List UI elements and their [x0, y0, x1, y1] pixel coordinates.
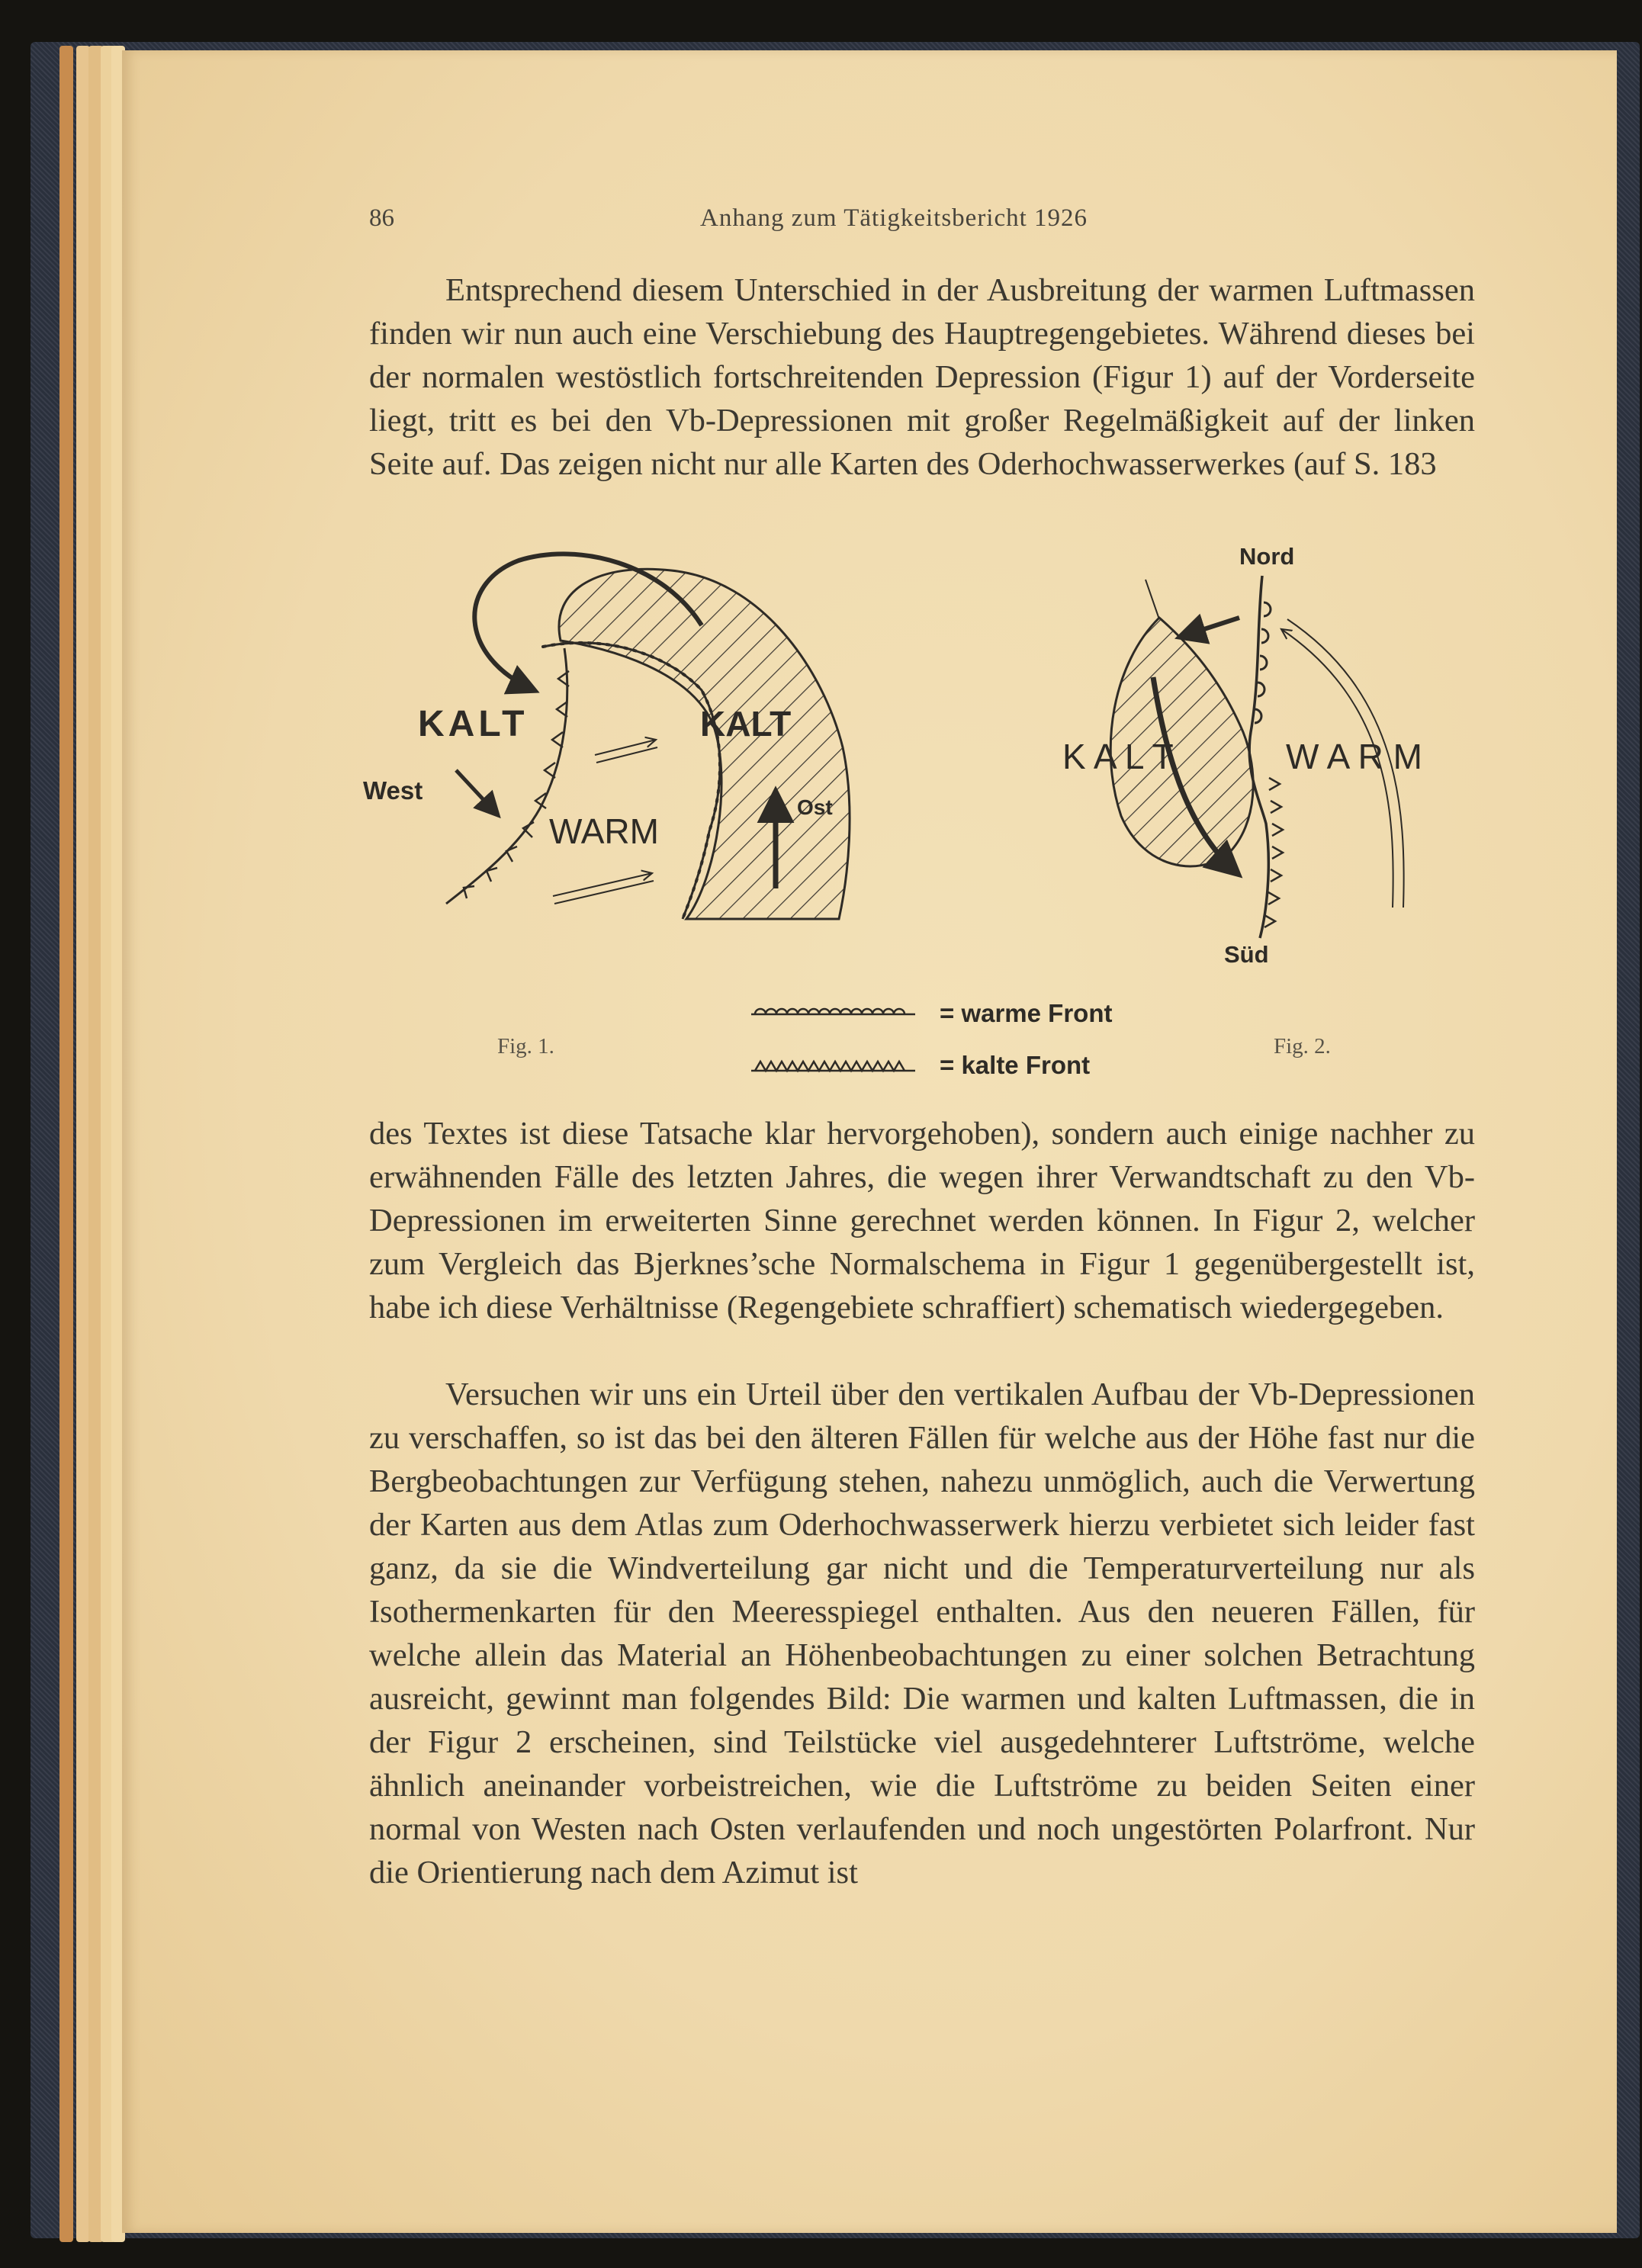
- running-title: Anhang zum Tätigkeitsbericht 1926: [700, 204, 1088, 232]
- figure-1: [363, 554, 850, 919]
- legend-cold-front-symbol: [751, 1062, 915, 1071]
- warm-arrow-upper: [595, 740, 656, 755]
- legend: [751, 999, 1112, 1079]
- west-arrow: [456, 770, 497, 814]
- paragraph-1: Entsprechend diesem Unterschied in der Ausbreitung der warmen Luftmassen finden wir nun auch eine Verschiebung des Hauptregengebietes. Während dieses bei der normalen westöstlich fortschreitenden Depression (Figur 1) auf der Vorderseite liegt, tritt es bei den Vb-Depressionen mit großer Regelmäßigkeit auf der linken Seite auf. Das zeigen nicht nur alle Karten des Oderhochwasserwerkes (auf S. 183: [369, 272, 1475, 482]
- figure-2: [1062, 543, 1422, 968]
- figure-1-caption: Fig. 1.: [497, 1034, 554, 1059]
- label-warm: WARM: [549, 811, 659, 851]
- label-west: West: [363, 776, 423, 805]
- paragraph-3: Versuchen wir uns ein Urteil über den vertikalen Aufbau der Vb-Depressionen zu verschaffen, so ist das bei den älteren Fällen für welche aus der Höhe fast nur die Bergbeobachtungen zur Verfügung stehen, nahezu unmöglich, auch die Verwertung der Karten aus dem Atlas zum Oderhochwasserwerk hierzu verbietet sich leider fast ganz, da sie die Windverteilung gar nicht und die Temperaturverteilung nur als Isothermenkarten für den Meeresspiegel enthalten. Aus den neueren Fällen, für welche allein das Material an Höhenbeobachtungen zu einer solchen Betrachtung ausreicht, gewinnt man folgendes Bild: Die warmen und kalten Luftmassen, die in der Figur 2 erscheinen, sind Teilstücke viel ausgedehnterer Luftströme, welche ähnlich aneinander vorbeistreichen, wie die Luftströme zu beiden Seiten einer normal von Westen nach Osten verlaufenden und noch ungestörten Polarfront. Nur die Orientierung nach dem Azimut ist: [369, 1377, 1475, 1891]
- figure-2-caption: Fig. 2.: [1274, 1034, 1331, 1059]
- cold-front-line: [446, 648, 567, 904]
- legend-cold-front-label: = kalte Front: [940, 1051, 1091, 1079]
- label-nord: Nord: [1239, 543, 1295, 570]
- label-ost: Ost: [797, 795, 833, 819]
- label-kalt-right: KALT: [700, 704, 792, 744]
- label-warm-2: W A R M: [1286, 737, 1422, 776]
- page-number: 86: [369, 204, 394, 232]
- label-kalt-2: K A L T: [1062, 737, 1174, 776]
- paragraph-2: des Textes ist diese Tatsache klar hervorgehoben), sondern auch einige nachher zu erwähnenden Fälle des letzten Jahres, die wegen ihrer Verwandtschaft zu den Vb-Depressionen im erweiterten Sinne gerechnet werden können. In Figur 2, welcher zum Vergleich das Bjerknes’sche Normalschema in Figur 1 gegenübergestellt ist, habe ich diese Verhältnisse (Regengebiete schraffiert) schematisch wiedergegeben.: [369, 1116, 1475, 1325]
- legend-warm-front-label: = warme Front: [940, 999, 1113, 1027]
- legend-warm-front-symbol: [751, 1009, 915, 1014]
- north-arrow-2: [1181, 618, 1239, 637]
- label-kalt-left: KALT: [418, 704, 529, 744]
- rain-area-hatched: [559, 569, 850, 919]
- label-sued: Süd: [1224, 941, 1269, 968]
